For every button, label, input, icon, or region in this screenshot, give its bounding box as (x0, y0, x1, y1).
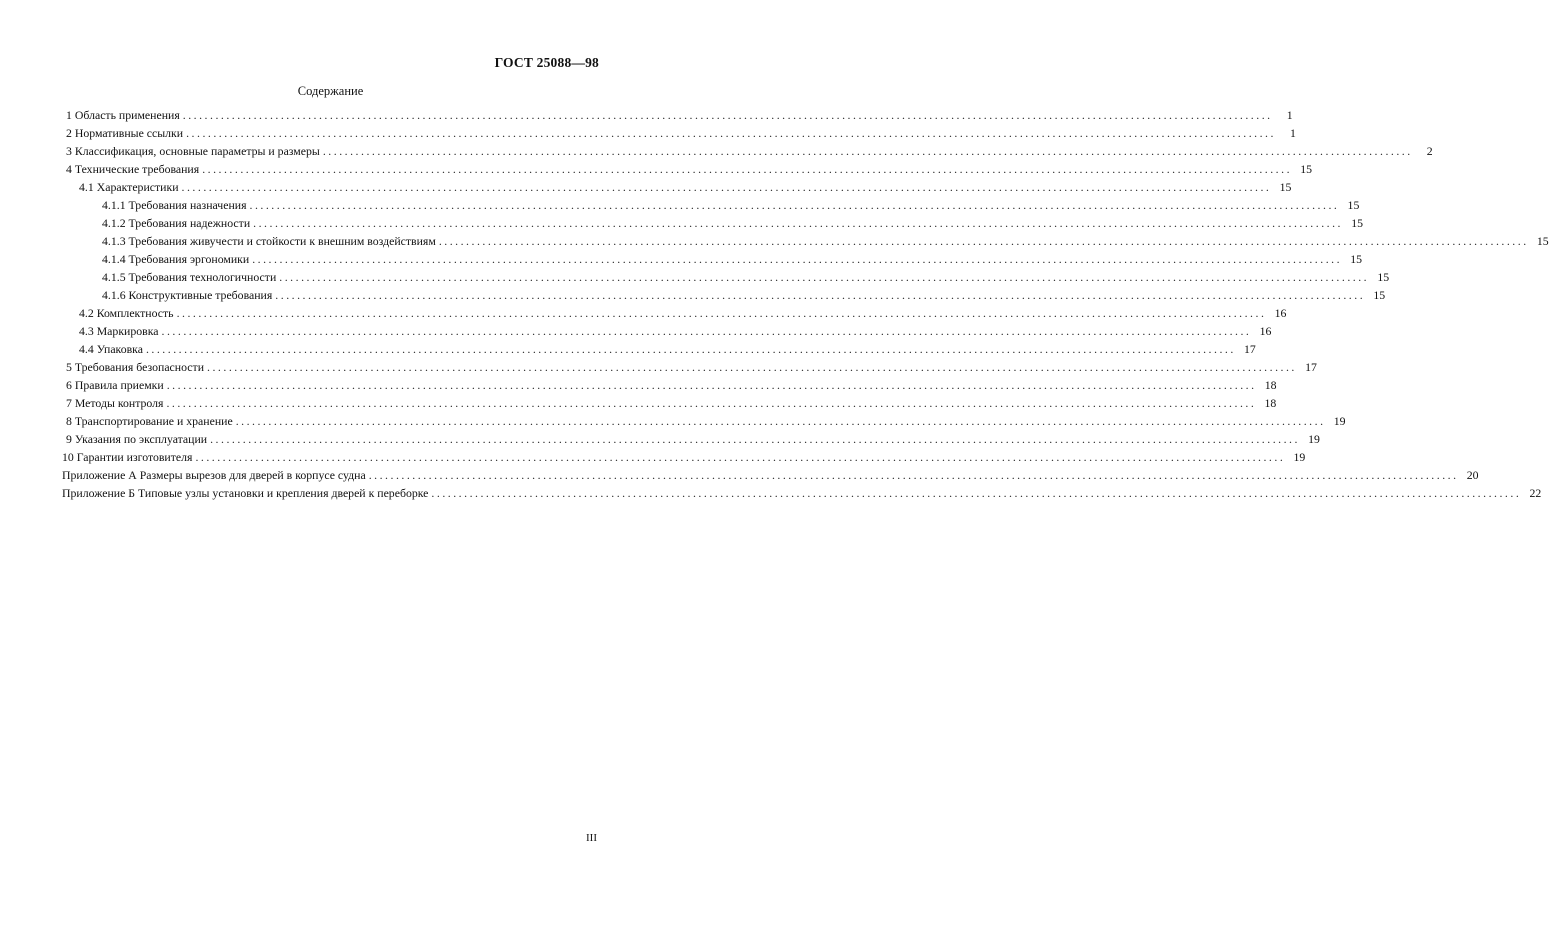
toc-entry-label: Приложение Б Типовые узлы установки и крепления дверей к переборке (62, 486, 429, 500)
toc-dot-leader: ........................................................................................................................................................................................................ (431, 486, 1522, 500)
toc-entry-page: 15 (1350, 252, 1363, 266)
toc-dot-leader: ........................................................................................................................................................................................................ (368, 468, 1459, 482)
toc-dot-leader: ........................................................................................................................................................................................................ (275, 288, 1366, 302)
toc-entry-label: 4.1.5 Требования технологичности (102, 270, 277, 284)
toc-entry[interactable] (62, 108, 1293, 126)
toc-dot-leader: ........................................................................................................................................................................................................ (176, 306, 1267, 320)
toc-entry-label: 4.1.6 Конструктивные требования (102, 288, 273, 302)
toc-entry-label: 4 Технические требования (66, 162, 200, 176)
toc-entry-label: 10 Гарантии изготовителя (62, 450, 193, 464)
toc-entry[interactable] (62, 306, 1287, 324)
toc-entry-page: 15 (1351, 216, 1363, 230)
toc-entry-page: 17 (1305, 360, 1317, 374)
toc-entry-page: 16 (1274, 306, 1287, 320)
toc-entry-page: 22 (1529, 486, 1542, 500)
table-of-contents (62, 108, 1549, 504)
toc-entry-label: 4.1.4 Требования эргономики (102, 252, 250, 266)
toc-dot-leader: ........................................................................................................................................................................................................ (210, 432, 1300, 446)
toc-entry[interactable] (62, 162, 1313, 180)
toc-entry[interactable] (62, 252, 1363, 270)
toc-dot-leader: ........................................................................................................................................................................................................ (207, 360, 1297, 374)
toc-entry-label: 1 Область применения (66, 108, 180, 122)
toc-dot-leader: ........................................................................................................................................................................................................ (253, 216, 1343, 230)
toc-entry[interactable] (62, 396, 1277, 414)
toc-entry-page: 19 (1333, 414, 1346, 428)
toc-dot-leader: ........................................................................................................................................................................................................ (166, 378, 1257, 392)
page-number: III (586, 832, 597, 844)
toc-entry-label: 3 Классификация, основные параметры и размеры (66, 144, 320, 158)
toc-entry[interactable] (62, 126, 1296, 144)
toc-entry-page: 15 (1279, 180, 1292, 194)
toc-entry[interactable] (62, 288, 1386, 306)
toc-entry-label: 4.1 Характеристики (79, 180, 179, 194)
toc-entry-page: 1 (1290, 126, 1296, 140)
toc-dot-leader: ........................................................................................................................................................................................................ (322, 144, 1413, 158)
toc-entry[interactable] (62, 234, 1549, 252)
toc-dot-leader: ........................................................................................................................................................................................................ (166, 396, 1257, 410)
toc-entry-page: 17 (1244, 342, 1256, 356)
toc-entry[interactable] (62, 216, 1363, 234)
toc-entry[interactable] (62, 198, 1360, 216)
toc-entry[interactable] (62, 450, 1306, 468)
toc-entry-page: 2 (1426, 144, 1433, 158)
toc-entry-label: 4.1.3 Требования живучести и стойкости к внешним воздействиям (102, 234, 436, 248)
toc-entry[interactable] (62, 342, 1256, 360)
toc-entry-page: 19 (1293, 450, 1306, 464)
toc-entry[interactable] (62, 144, 1433, 162)
toc-dot-leader: ........................................................................................................................................................................................................ (279, 270, 1370, 284)
toc-entry-page: 16 (1259, 324, 1272, 338)
toc-entry-label: 9 Указания по эксплуатации (66, 432, 208, 446)
toc-entry-label: 4.4 Упаковка (79, 342, 143, 356)
toc-dot-leader: ........................................................................................................................................................................................................ (195, 450, 1286, 464)
toc-dot-leader: ........................................................................................................................................................................................................ (161, 324, 1252, 338)
toc-dot-leader: ........................................................................................................................................................................................................ (235, 414, 1326, 428)
toc-dot-leader: ........................................................................................................................................................................................................ (438, 234, 1529, 248)
toc-title: Содержание (297, 84, 364, 98)
toc-dot-leader: ........................................................................................................................................................................................................ (181, 180, 1272, 194)
toc-dot-leader: ........................................................................................................................................................................................................ (182, 108, 1273, 122)
toc-entry[interactable] (62, 468, 1479, 486)
toc-entry-page: 20 (1466, 468, 1479, 482)
toc-entry-label: 2 Нормативные ссылки (66, 126, 184, 140)
toc-entry-label: Приложение А Размеры вырезов для дверей в корпусе судна (62, 468, 366, 482)
toc-entry-page: 15 (1536, 234, 1549, 248)
toc-entry[interactable] (62, 360, 1317, 378)
toc-dot-leader: ........................................................................................................................................................................................................ (145, 342, 1236, 356)
toc-entry-page: 15 (1373, 288, 1386, 302)
toc-entry-label: 8 Транспортирование и хранение (66, 414, 233, 428)
document-code: ГОСТ 25088—98 (494, 55, 599, 70)
toc-entry-label: 4.1.1 Требования назначения (102, 198, 247, 212)
toc-entry[interactable] (62, 486, 1542, 504)
toc-entry-page: 15 (1300, 162, 1313, 176)
toc-entry[interactable] (62, 324, 1272, 342)
toc-entry[interactable] (62, 378, 1277, 396)
toc-dot-leader: ........................................................................................................................................................................................................ (252, 252, 1343, 266)
toc-entry-page: 1 (1286, 108, 1293, 122)
toc-entry-page: 15 (1347, 198, 1360, 212)
toc-entry-label: 4.1.2 Требования надежности (102, 216, 251, 230)
toc-dot-leader: ........................................................................................................................................................................................................ (202, 162, 1293, 176)
toc-entry[interactable] (62, 432, 1320, 450)
toc-entry-label: 6 Правила приемки (66, 378, 164, 392)
toc-dot-leader: ........................................................................................................................................................................................................ (186, 126, 1276, 140)
toc-entry-page: 19 (1308, 432, 1320, 446)
toc-entry[interactable] (62, 270, 1390, 288)
toc-entry[interactable] (62, 414, 1346, 432)
toc-entry-label: 5 Требования безопасности (66, 360, 205, 374)
toc-entry[interactable] (62, 180, 1292, 198)
toc-entry-label: 4.2 Комплектность (79, 306, 174, 320)
toc-entry-label: 7 Методы контроля (66, 396, 164, 410)
toc-entry-page: 15 (1377, 270, 1390, 284)
toc-entry-page: 18 (1264, 396, 1277, 410)
toc-entry-label: 4.3 Маркировка (79, 324, 159, 338)
toc-dot-leader: ........................................................................................................................................................................................................ (249, 198, 1340, 212)
toc-entry-page: 18 (1264, 378, 1277, 392)
